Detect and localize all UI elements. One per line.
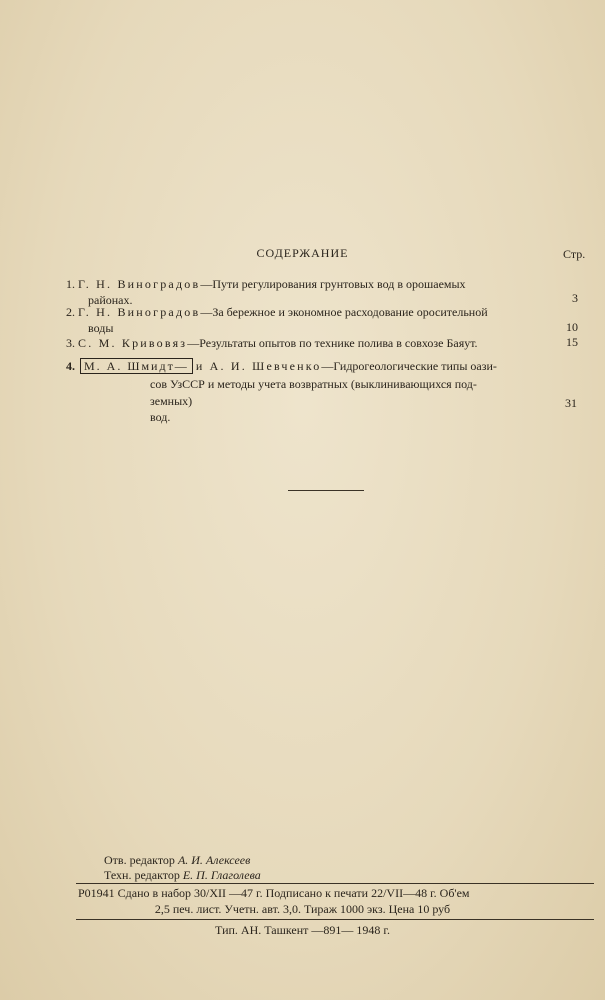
printer-line: Тип. АН. Ташкент —891— 1948 г.: [215, 923, 390, 937]
entry-author: и А. И. Шевченко: [195, 359, 322, 373]
entry-number: 1.: [66, 277, 75, 291]
imprint-line-1: Р01941 Сдано в набор 30/XII —47 г. Подписано к печати 22/VII—48 г. Об'ем: [78, 886, 470, 900]
tech-editor-label: Техн. редактор: [104, 868, 180, 882]
entry-title: —Пути регулирования грунтовых вод в орошаемых: [200, 277, 466, 291]
entry-page-4: 31: [565, 396, 577, 410]
imprint-bottom-rule: [76, 919, 594, 920]
imprint-line-2: 2,5 печ. лист. Учетн. авт. 3,0. Тираж 1000 экз. Цена 10 руб: [154, 902, 451, 916]
tech-editor-line: [104, 867, 261, 883]
entry-page-2: 10: [566, 320, 578, 334]
editor-name: А. И. Алексеев: [177, 853, 251, 867]
entry-text-line1: [80, 358, 558, 374]
entry-text-line1: [78, 335, 548, 351]
tech-editor-name: Е. П. Глаголева: [182, 868, 261, 882]
entry-author: Г. Н. Виноградов: [78, 277, 201, 291]
toc-page-header: Стр.: [563, 247, 586, 261]
entry-author: Г. Н. Виноградов: [78, 305, 201, 319]
editor-line: [104, 852, 250, 868]
entry-text-line2: сов УзССР и методы учета возвратных (выклинивающихся под-: [150, 377, 477, 391]
entry-number: 4.: [66, 359, 75, 373]
entry-page-3: 15: [566, 335, 578, 349]
section-divider: [288, 490, 364, 491]
editor-label: Отв. редактор: [104, 853, 175, 867]
toc-title: СОДЕРЖАНИЕ: [256, 246, 349, 260]
entry-text-line3: земных) вод.: [150, 394, 193, 424]
entry-text-line2: районах.: [88, 293, 133, 307]
entry-title: —Гидрогеологические типы оази-: [321, 359, 497, 373]
boxed-author: М. А. Шмидт—: [80, 358, 193, 374]
entry-text-line1: [78, 304, 556, 320]
entry-author: С. М. Кривовяз: [78, 336, 188, 350]
entry-text-line1: [78, 276, 556, 292]
imprint-top-rule: [76, 883, 594, 884]
entry-number: 2.: [66, 305, 75, 319]
entry-title: —Результаты опытов по технике полива в совхозе Баяут.: [187, 336, 478, 350]
entry-page-1: 3: [572, 291, 578, 305]
entry-title: —За бережное и экономное расходование оросительной: [200, 305, 488, 319]
entry-text-line2: воды: [88, 321, 114, 335]
entry-number: 3.: [66, 336, 75, 350]
